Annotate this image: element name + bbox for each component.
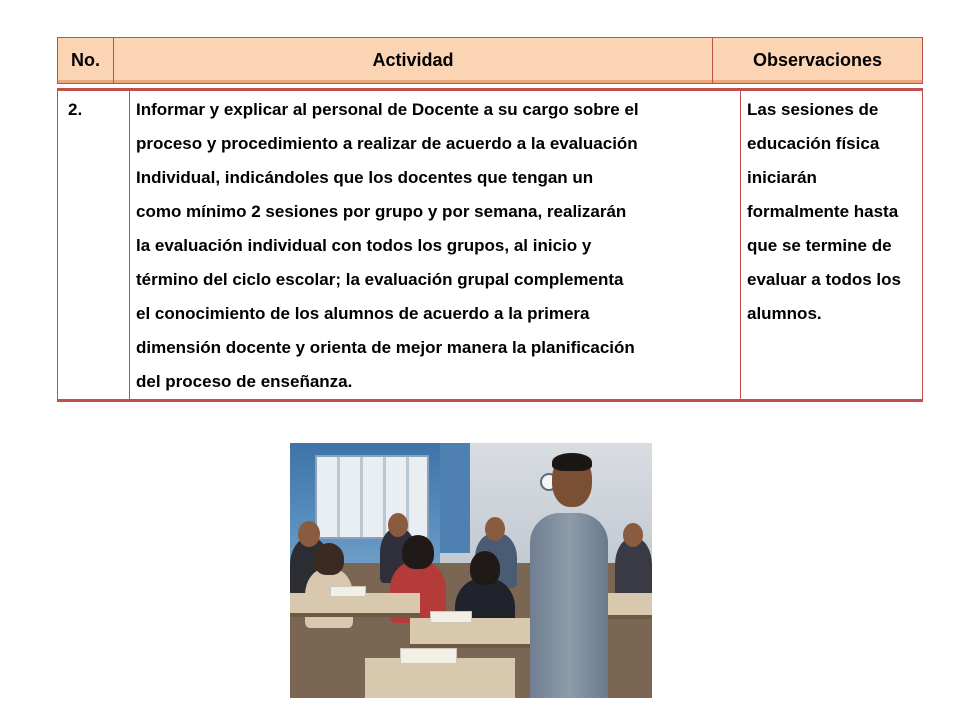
activity-table	[57, 88, 923, 402]
activity-line: dimensión docente y orienta de mejor manera la planificación	[136, 338, 635, 357]
photo-student-hair	[470, 551, 500, 585]
photo-student-head	[623, 523, 643, 547]
observation-line: iniciarán	[747, 168, 817, 187]
photo-student-head	[388, 513, 408, 537]
activity-line: Individual, indicándoles que los docentes que tengan un	[136, 168, 594, 187]
activity-cell	[130, 90, 741, 401]
activity-line: del proceso de enseñanza.	[136, 372, 353, 391]
activity-line: el conocimiento de los alumnos de acuerdo a la primera	[136, 304, 590, 323]
table-row	[58, 90, 923, 401]
observation-line: que se termine de	[747, 236, 892, 255]
photo-desk	[365, 658, 515, 698]
header-table	[57, 37, 923, 84]
row-number: 2.	[58, 90, 130, 401]
photo-student-head	[485, 517, 505, 541]
activity-line: como mínimo 2 sesiones por grupo y por semana, realizarán	[136, 202, 627, 221]
observation-line: Las sesiones de	[747, 100, 879, 119]
activity-line: la evaluación individual con todos los grupos, al inicio y	[136, 236, 592, 255]
photo-student-hair	[314, 543, 344, 575]
photo-teacher	[530, 513, 608, 698]
photo-student-head	[298, 521, 320, 547]
observation-line: alumnos.	[747, 304, 822, 323]
classroom-photo	[290, 443, 652, 698]
observations-cell	[741, 90, 923, 401]
activity-line: Informar y explicar al personal de Docente a su cargo sobre el	[136, 100, 639, 119]
photo-paper	[400, 648, 457, 664]
activity-line: proceso y procedimiento a realizar de acuerdo a la evaluación	[136, 134, 638, 153]
header-no: No.	[58, 38, 114, 84]
observation-line: formalmente hasta	[747, 202, 899, 221]
observation-line: educación física	[747, 134, 880, 153]
photo-teacher-hair	[552, 453, 592, 471]
header-actividad: Actividad	[114, 38, 713, 84]
observation-line: evaluar a todos los	[747, 270, 901, 289]
photo-paper	[330, 586, 366, 597]
photo-student	[615, 538, 652, 598]
photo-window	[315, 455, 429, 539]
activity-line: término del ciclo escolar; la evaluación grupal complementa	[136, 270, 624, 289]
header-observaciones: Observaciones	[713, 38, 923, 84]
photo-wall-column	[440, 443, 470, 553]
photo-paper	[430, 611, 472, 623]
header-row	[58, 38, 923, 84]
photo-student-hair	[402, 535, 434, 569]
